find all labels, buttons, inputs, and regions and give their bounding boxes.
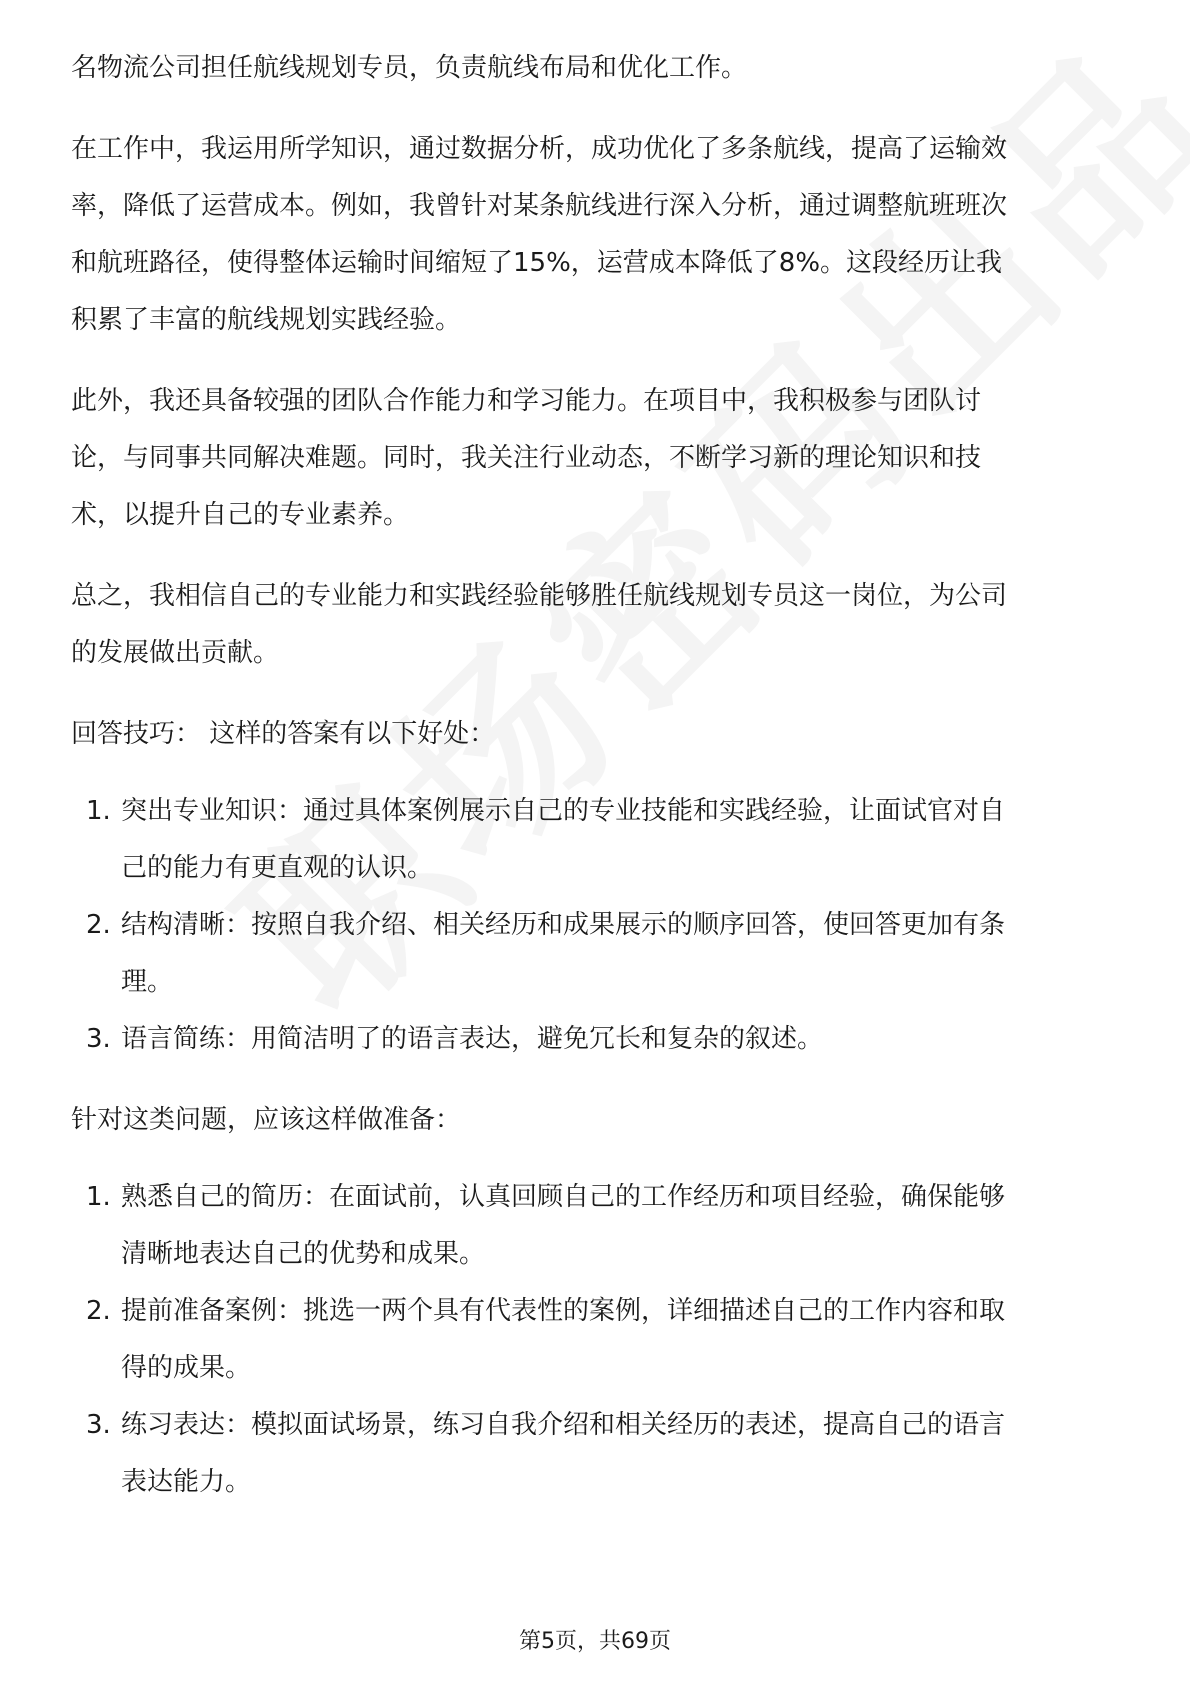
list-number: 3. xyxy=(86,1410,111,1440)
line: 突出专业知识：通过具体案例展示自己的专业技能和实践经验，让面试官对自 xyxy=(121,796,1006,826)
line: 总之，我相信自己的专业能力和实践经验能够胜任航线规划专员这一岗位，为公司 xyxy=(71,581,1008,611)
line: 结构清晰：按照自我介绍、相关经历和成果展示的顺序回答，使回答更加有条 xyxy=(121,910,1006,940)
line: 论，与同事共同解决难题。同时，我关注行业动态，不断学习新的理论知识和技 xyxy=(71,443,982,473)
line: 得的成果。 xyxy=(121,1353,252,1383)
tips-heading: 回答技巧： 这样的答案有以下好处： xyxy=(71,719,496,749)
tips-list xyxy=(71,783,1121,1068)
line: 清晰地表达自己的优势和成果。 xyxy=(121,1239,486,1269)
line: 己的能力有更直观的认识。 xyxy=(121,853,434,883)
list-item xyxy=(71,1169,1121,1283)
line: 理。 xyxy=(121,967,174,997)
paragraph-work-experience xyxy=(71,121,1121,349)
line: 和航班路径，使得整体运输时间缩短了15%，运营成本降低了8%。这段经历让我 xyxy=(71,248,1003,278)
list-number: 2. xyxy=(86,1296,111,1326)
line: 在工作中，我运用所学知识，通过数据分析，成功优化了多条航线，提高了运输效 xyxy=(71,134,1008,164)
line: 熟悉自己的简历：在面试前，认真回顾自己的工作经历和项目经验，确保能够 xyxy=(121,1182,1006,1212)
list-item xyxy=(71,1011,1121,1068)
line: 提前准备案例：挑选一两个具有代表性的案例，详细描述自己的工作内容和取 xyxy=(121,1296,1006,1326)
prep-heading: 针对这类问题，应该这样做准备： xyxy=(71,1105,462,1135)
list-item xyxy=(71,1283,1121,1397)
list-number: 1. xyxy=(86,1182,111,1212)
line: 练习表达：模拟面试场景，练习自我介绍和相关经历的表述，提高自己的语言 xyxy=(121,1410,1006,1440)
line: 率，降低了运营成本。例如，我曾针对某条航线进行深入分析，通过调整航班班次 xyxy=(71,191,1008,221)
list-item xyxy=(71,1397,1121,1511)
page-number-footer: 第5页，共69页 xyxy=(519,1629,671,1654)
paragraph-conclusion xyxy=(71,568,1121,682)
line: 积累了丰富的航线规划实践经验。 xyxy=(71,305,462,335)
document-body xyxy=(71,40,1121,1511)
list-number: 3. xyxy=(86,1024,111,1054)
paragraph-teamwork xyxy=(71,373,1121,544)
line: 术，以提升自己的专业素养。 xyxy=(71,500,410,530)
list-item xyxy=(71,783,1121,897)
list-number: 2. xyxy=(86,910,111,940)
line: 此外，我还具备较强的团队合作能力和学习能力。在项目中，我积极参与团队讨 xyxy=(71,386,982,416)
line: 语言简练：用简洁明了的语言表达，避免冗长和复杂的叙述。 xyxy=(121,1024,824,1054)
paragraph-intro: 名物流公司担任航线规划专员，负责航线布局和优化工作。 xyxy=(71,53,748,83)
list-number: 1. xyxy=(86,796,111,826)
line: 的发展做出贡献。 xyxy=(71,638,280,668)
line: 表达能力。 xyxy=(121,1467,252,1497)
list-item xyxy=(71,897,1121,1011)
prep-list xyxy=(71,1169,1121,1511)
